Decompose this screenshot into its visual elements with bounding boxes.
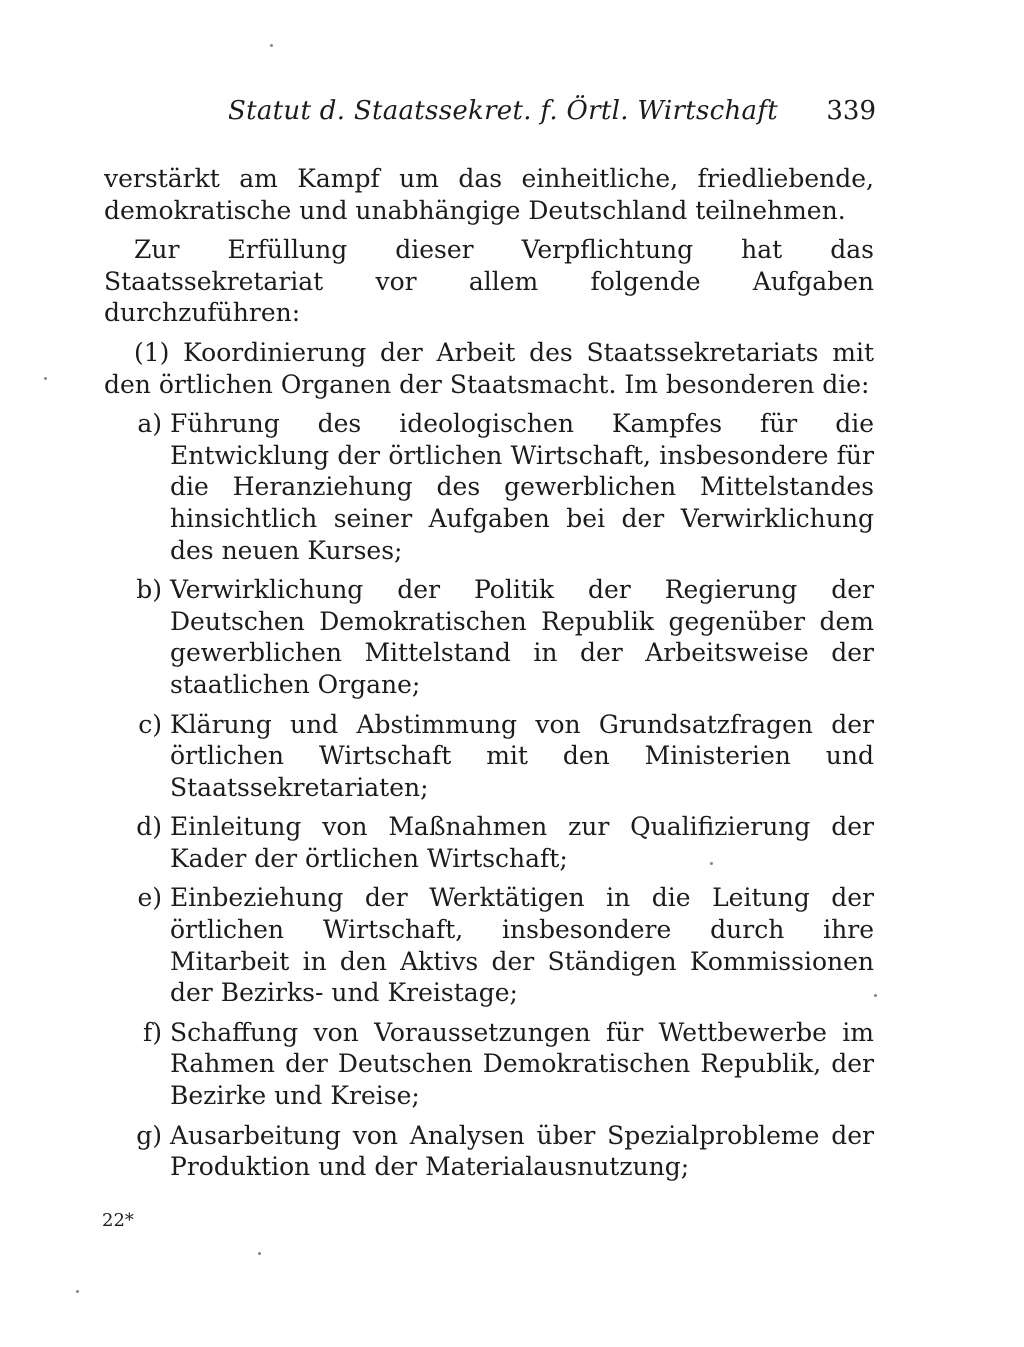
list-item xyxy=(104,1120,874,1183)
list-item-text: Verwirklichung der Politik der Regierung der Deutschen Demokratischen Republik gegenüber dem gewerblichen Mittelstand in der Arbeitsweise der staatlichen Organe; xyxy=(170,575,874,699)
list-item-label: c) xyxy=(138,709,162,739)
scan-speck xyxy=(258,1252,261,1255)
body-text xyxy=(104,163,874,1191)
signature-mark: 22* xyxy=(102,1210,134,1231)
list-item-label: b) xyxy=(136,575,162,605)
list-item xyxy=(104,709,874,804)
scan-speck xyxy=(710,862,713,865)
list-item xyxy=(104,882,874,1008)
list-item xyxy=(104,1017,874,1112)
running-title: Statut d. Staatssekret. f. Örtl. Wirtschaft xyxy=(228,96,779,126)
list-item-label: g) xyxy=(136,1120,162,1150)
list-item-label: a) xyxy=(137,409,162,439)
paragraph-continuation: verstärkt am Kampf um das einheitliche, friedliebende, demokratische und unabhängige Deutschland teilnehmen. xyxy=(104,164,874,225)
list-item-text: Klärung und Abstimmung von Grundsatzfragen der örtlichen Wirtschaft mit den Ministerien und Staatssekretariaten; xyxy=(170,709,874,802)
running-head xyxy=(104,96,876,132)
list-item-text: Einbeziehung der Werktätigen in die Leitung der örtlichen Wirtschaft, insbesondere durch ihre Mitarbeit in den Aktivs der Ständigen Kommissionen der Bezirks- und Kreistage; xyxy=(170,883,874,1008)
list-item-text: Schaffung von Voraussetzungen für Wettbewerbe im Rahmen der Deutschen Demokratischen Republik, der Bezirke und Kreise; xyxy=(170,1017,874,1111)
scan-speck xyxy=(270,44,273,47)
list-item-text: Einleitung von Maßnahmen zur Qualifizierung der Kader der örtlichen Wirtschaft; xyxy=(170,812,874,873)
scan-speck xyxy=(874,994,877,997)
list-item xyxy=(104,574,874,700)
list-item-text: Führung des ideologischen Kampfes für die Entwicklung der örtlichen Wirtschaft, insbesondere für die Heranziehung des gewerblichen Mittelstandes hinsichtlich seiner Aufgaben bei der Verwirklichung des neuen Kurses; xyxy=(170,409,874,565)
scan-speck xyxy=(44,377,47,380)
list-item xyxy=(104,811,874,874)
list-item-label: f) xyxy=(142,1017,162,1047)
paragraph-obligation: Zur Erfüllung dieser Verpflichtung hat das Staatssekretariat vor allem folgende Aufgaben durchzuführen: xyxy=(104,235,874,328)
list-item-text: Ausarbeitung von Analysen über Spezialprobleme der Produktion und der Materialausnutzung; xyxy=(170,1120,874,1182)
paragraph-section-1: (1) Koordinierung der Arbeit des Staatssekretariats mit den örtlichen Organen der Staatsmacht. Im besonderen die: xyxy=(104,337,874,399)
scan-speck xyxy=(76,1290,79,1293)
list-item xyxy=(104,408,874,566)
page-number: 339 xyxy=(826,96,876,126)
list-item-label: e) xyxy=(137,883,162,913)
list-item-label: d) xyxy=(136,812,162,842)
